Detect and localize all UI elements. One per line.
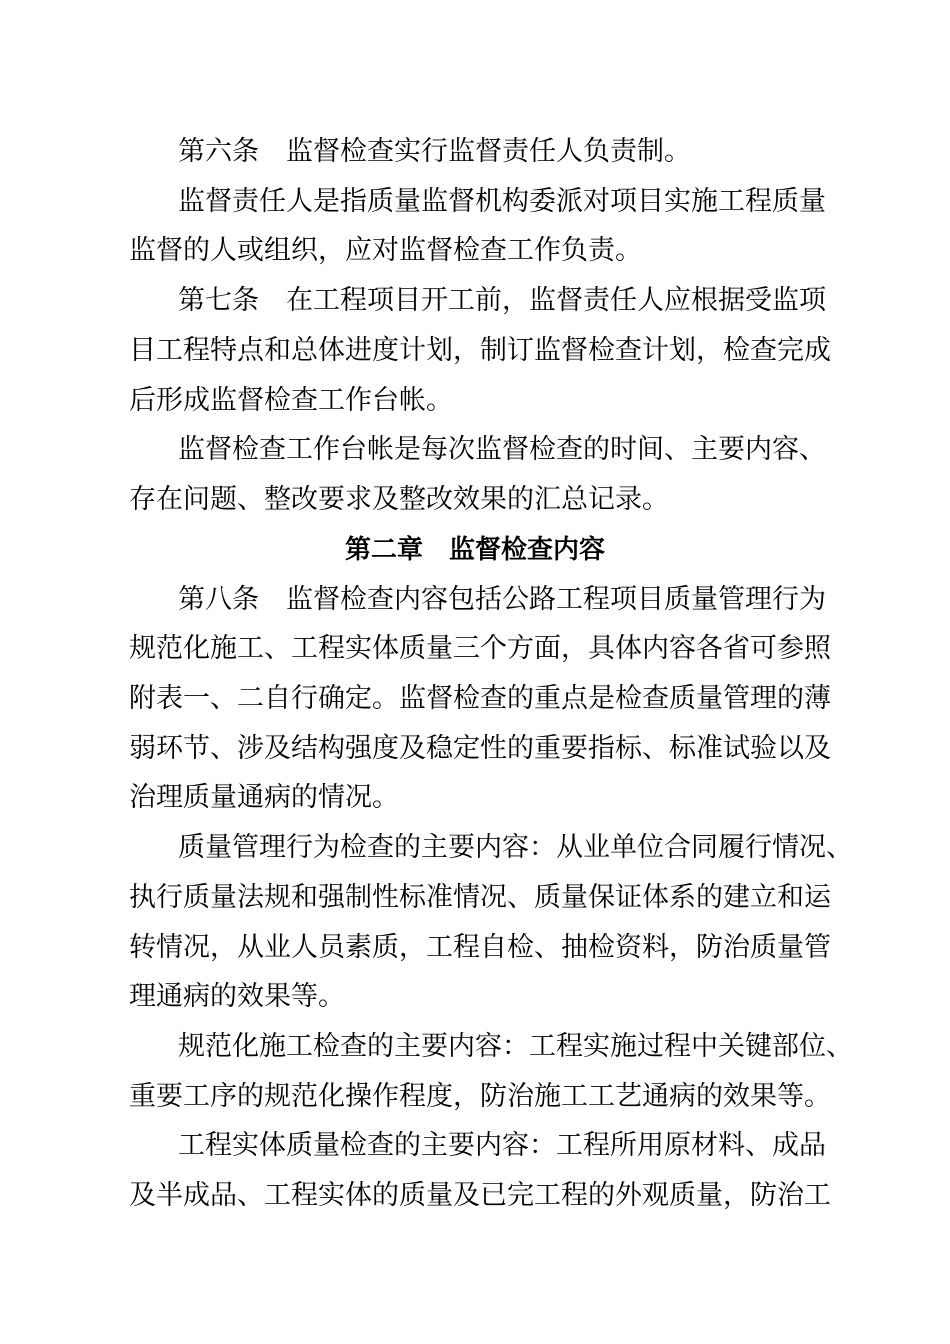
article-8-line-5: 治理质量通病的情况。 <box>129 782 399 813</box>
article-7-line-1: 第七条 在工程项目开工前，监督责任人应根据受监项 <box>178 285 826 316</box>
construction-paragraph-line-2: 重要工序的规范化操作程度，防治施工工艺通病的效果等。 <box>129 1081 831 1112</box>
article-7-line-2: 目工程特点和总体进度计划，制订监督检查计划，检查完成 <box>129 335 831 366</box>
article-6-line-1: 第六条 监督检查实行监督责任人负责制。 <box>178 136 691 167</box>
chapter-heading: 第二章 监督检查内容 <box>345 535 606 565</box>
management-paragraph-line-2: 执行质量法规和强制性标准情况、质量保证体系的建立和运 <box>129 882 831 913</box>
article-8-line-4: 弱环节、涉及结构强度及稳定性的重要指标、标准试验以及 <box>129 733 831 764</box>
entity-quality-paragraph-line-2: 及半成品、工程实体的质量及已完工程的外观质量，防治工 <box>129 1180 831 1211</box>
article-8-line-1: 第八条 监督检查内容包括公路工程项目质量管理行为 <box>178 584 826 615</box>
article-8-line-3: 附表一、二自行确定。监督检查的重点是检查质量管理的薄 <box>129 683 831 714</box>
entity-quality-paragraph-line-1: 工程实体质量检查的主要内容：工程所用原材料、成品 <box>178 1130 826 1161</box>
article-7-line-4: 监督检查工作台帐是每次监督检查的时间、主要内容、 <box>178 434 826 465</box>
article-7-line-3: 后形成监督检查工作台帐。 <box>129 385 453 416</box>
article-6-line-3: 监督的人或组织，应对监督检查工作负责。 <box>129 235 642 266</box>
article-7-line-5: 存在问题、整改要求及整改效果的汇总记录。 <box>129 484 669 515</box>
article-8-line-2: 规范化施工、工程实体质量三个方面，具体内容各省可参照 <box>129 633 831 664</box>
management-paragraph-line-1: 质量管理行为检查的主要内容：从业单位合同履行情况、 <box>178 832 853 863</box>
construction-paragraph-line-1: 规范化施工检查的主要内容：工程实施过程中关键部位、 <box>178 1031 853 1062</box>
management-paragraph-line-4: 理通病的效果等。 <box>129 981 345 1012</box>
management-paragraph-line-3: 转情况，从业人员素质，工程自检、抽检资料，防治质量管 <box>129 932 831 963</box>
article-6-line-2: 监督责任人是指质量监督机构委派对项目实施工程质量 <box>178 186 826 217</box>
